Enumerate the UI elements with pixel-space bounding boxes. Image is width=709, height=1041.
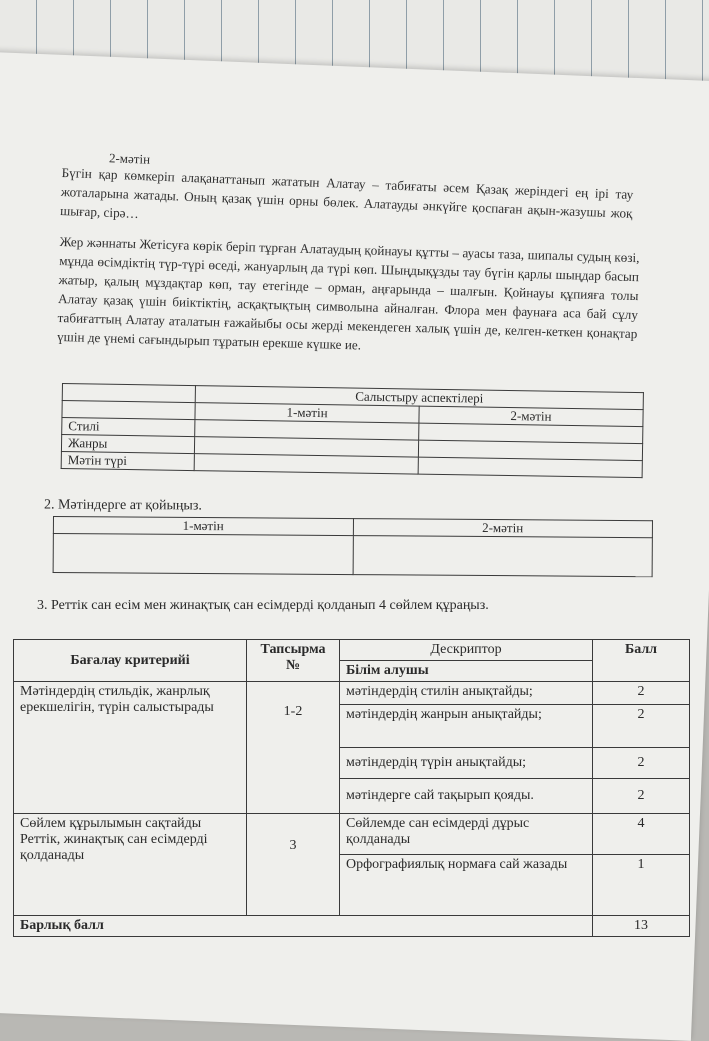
criterion-2-task: 3 <box>247 814 340 916</box>
score-2: 2 <box>593 705 690 748</box>
criterion-2: Сөйлем құрылымын сақтайды Реттік, жинақтық сан есімдерді қолданады <box>14 814 247 916</box>
comparison-col2: 2-мәтін <box>419 406 643 427</box>
criteria-header-task: Тапсырма № <box>247 640 340 682</box>
score-3: 2 <box>593 748 690 779</box>
titles-col2: 2-мәтін <box>353 519 653 538</box>
descriptor-6: Орфографиялық нормаға сай жазады <box>340 855 593 916</box>
comparison-row-style: Стилі <box>62 418 195 437</box>
titles-table <box>53 516 653 577</box>
comparison-row-type: Мәтін түрі <box>61 451 194 470</box>
score-5: 4 <box>593 814 690 855</box>
descriptor-5: Сөйлемде сан есімдерді дұрыс қолданады <box>340 814 593 855</box>
descriptor-4: мәтіндерге сай тақырып қояды. <box>340 779 593 814</box>
comparison-row-genre: Жанры <box>61 435 194 454</box>
criteria-header-score: Балл <box>593 640 690 682</box>
criteria-header-criterion: Бағалау критерийі <box>14 640 247 682</box>
descriptor-2: мәтіндердің жанрын анықтайды; <box>340 705 593 748</box>
comparison-col1: 1-мәтін <box>195 403 419 424</box>
criterion-1: Мәтіндердің стильдік, жанрлық ерекшелігін, түрін салыстырады <box>14 682 247 814</box>
comparison-header: Салыстыру аспектілері <box>195 386 643 410</box>
task2-label: 2. Мәтіндерге ат қойыңыз. <box>43 497 202 514</box>
text2-paragraph-1: Бүгін қар көмкеріп алақанаттанып жататын Алатау – табиғаты әсем Қазақ жеріндегі ең ірі тау жоталарына жатады. Оның қазақ үшін орны бөлек. Алатауды әнкүйге қоспаған ақын-жазушы жоқ шығар, сірә… <box>59 164 634 221</box>
total-label: Барлық балл <box>14 916 593 937</box>
criteria-table <box>13 639 690 937</box>
descriptor-3: мәтіндердің түрін анықтайды; <box>340 748 593 779</box>
titles-col1: 1-мәтін <box>53 517 353 536</box>
comparison-table <box>61 383 644 478</box>
criterion-1-task: 1-2 <box>247 682 340 814</box>
total-score: 13 <box>593 916 690 937</box>
task3-label: 3. Реттік сан есім мен жинақтық сан есімдерді қолданып 4 сөйлем құраңыз. <box>37 598 489 613</box>
score-1: 2 <box>593 682 690 705</box>
criteria-student: Білім алушы <box>340 661 593 682</box>
text2-title: 2-мәтін <box>108 150 151 167</box>
score-6: 1 <box>593 855 690 916</box>
criteria-header-descriptor: Дескриптор <box>340 640 593 661</box>
score-4: 2 <box>593 779 690 814</box>
text2-paragraph-2: Жер жәннаты Жетісуға көрік беріп тұрған Алатаудың қойнауы құтты – ауасы таза, шипалы судың көзі, мұнда өсімдіктің түр-түрі өседі, жануарлың да түрі көп. Шыңдықұзды тау бүгін қарлы шыңдар басып жатыр, қалың мұздақтар көп, тау етегінде – орман, аңғарында – шалғын. Қойнауы құпияға толы Алатау қазақ үшін биіктіктің, асқақтықтың символына айналған. Флора мен фаунаға аса бай сұлу табиғаттың Алатау аталатын ғажайыбы осы жерді мекендеген халық үшін де, келген-кеткен қонақтар үшін де үнемі сағындырып тұратын ерекше күшке ие. <box>56 233 640 353</box>
descriptor-1: мәтіндердің стилін анықтайды; <box>340 682 593 705</box>
